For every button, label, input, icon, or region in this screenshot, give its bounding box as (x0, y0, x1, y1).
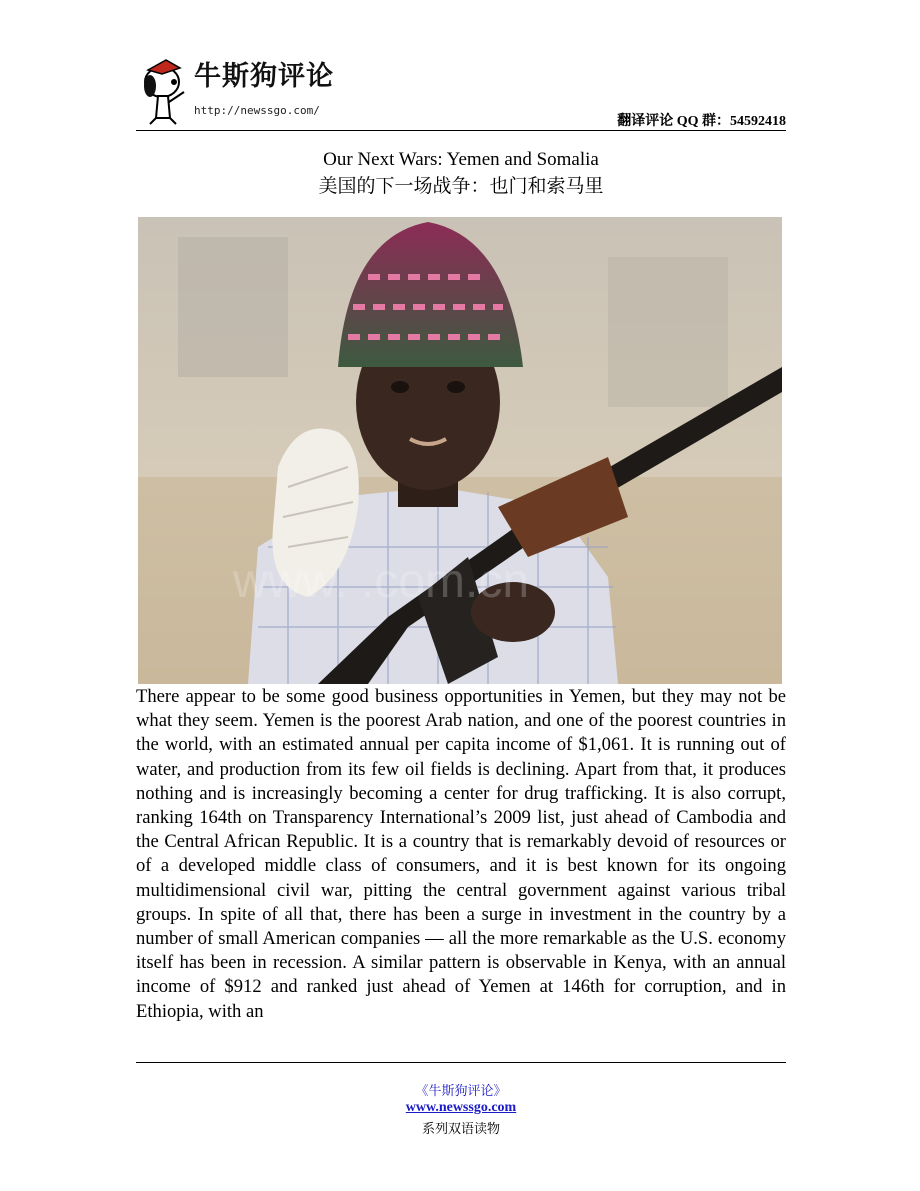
photo-watermark: www. .com.cn (233, 555, 530, 608)
footer-site-link[interactable]: www.newssgo.com (405, 1100, 517, 1115)
child-soldier-photo (138, 217, 782, 684)
footer-series-note: 系列双语读物 (421, 1122, 500, 1137)
article-title-english: Our Next Wars: Yemen and Somalia (323, 149, 599, 170)
qq-group-note: 翻译评论 QQ 群：54592418 (617, 114, 786, 129)
article-photo (138, 217, 782, 684)
footer-divider (136, 1062, 786, 1063)
footer-publication-name: 《牛斯狗评论》 (415, 1084, 507, 1099)
header-divider (136, 130, 786, 131)
site-logo[interactable] (136, 52, 342, 126)
site-url: http://newssgo.com/ (194, 104, 320, 117)
footer-link-wrapper (136, 1100, 786, 1116)
article-body-paragraph: There appear to be some good business opportunities in Yemen, but they may not be what they seem. Yemen is the poorest Arab nation, and one of the poorest countries in the world, with an estimated annual per capita income of $1,061. It is running out of water, and production from its few oil fields is declining. Apart from that, it produces nothing and is increasingly becoming a center for drug trafficking. It is also corrupt, ranking 164th on Transparency International’s 2009 list, just ahead of Cambodia and the Central African Republic. It is a country that is remarkably devoid of resources or of a developed middle class of consumers, and it is best known for its ongoing multidimensional civil war, pitting the central government against various tribal groups. In spite of all that, there has been a surge in investment in the country by a number of small American companies — all the more remarkable as the U.S. economy itself has been in recession. A similar pattern is observable in Kenya, with an annual income of $912 and ranked just ahead of Yemen at 146th for corruption, and in Ethiopia, with an (136, 686, 786, 1022)
site-brand-name: 牛斯狗评论 (194, 61, 334, 92)
snoopy-mascot-icon (136, 52, 194, 126)
article-title-chinese: 美国的下一场战争：也门和索马里 (318, 175, 604, 197)
